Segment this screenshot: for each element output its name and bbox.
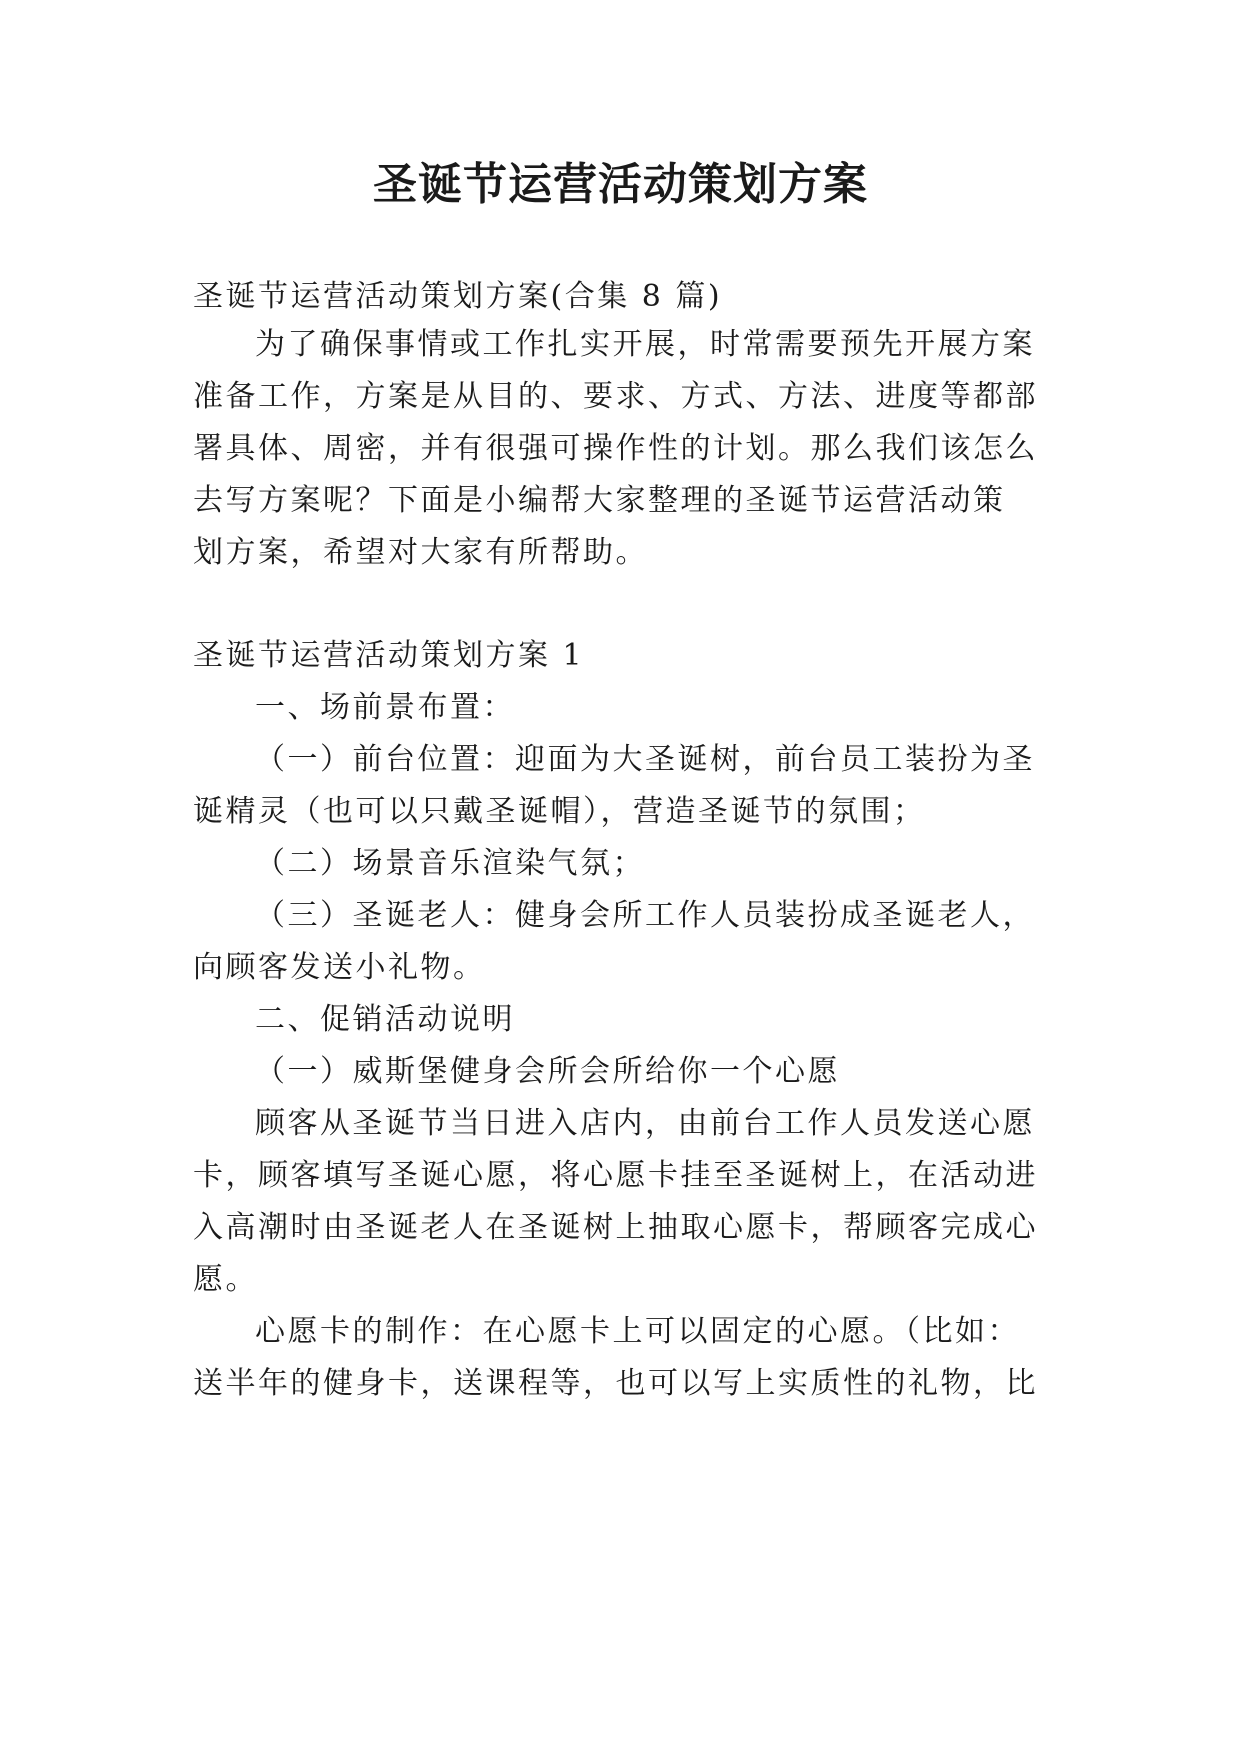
paragraph-line: 划方案，希望对大家有所帮助。 [193,535,648,570]
section-heading: 圣诞节运营活动策划方案 1 [193,638,585,673]
paragraph-line: 诞精灵（也可以只戴圣诞帽），营造圣诞节的氛围； [193,794,926,829]
paragraph-line: 向顾客发送小礼物。 [193,950,486,985]
document-title: 圣诞节运营活动策划方案 [373,159,868,210]
paragraph-line: 二、促销活动说明 [255,1002,515,1037]
paragraph-line: 入高潮时由圣诞老人在圣诞树上抽取心愿卡，帮顾客完成心 [193,1210,1038,1245]
paragraph-line: （三）圣诞老人：健身会所工作人员装扮成圣诞老人， [255,898,1035,933]
paragraph-line: 卡，顾客填写圣诞心愿，将心愿卡挂至圣诞树上，在活动进 [193,1158,1038,1193]
paragraph-line: 送半年的健身卡，送课程等，也可以写上实质性的礼物，比 [193,1366,1038,1401]
paragraph-line: 署具体、周密，并有很强可操作性的计划。那么我们该怎么 [193,431,1038,466]
paragraph-line: 顾客从圣诞节当日进入店内，由前台工作人员发送心愿 [255,1106,1035,1141]
paragraph-line: （一）威斯堡健身会所会所给你一个心愿 [255,1054,840,1089]
paragraph-line: 为了确保事情或工作扎实开展，时常需要预先开展方案 [255,327,1035,362]
subtitle-line: 圣诞节运营活动策划方案(合集 8 篇) [193,279,723,314]
paragraph-line: 心愿卡的制作：在心愿卡上可以固定的心愿。（比如： [255,1314,1020,1349]
paragraph-line: 一、场前景布置： [255,690,515,725]
paragraph-line: 准备工作，方案是从目的、要求、方式、方法、进度等都部 [193,379,1038,414]
paragraph-line: 愿。 [193,1262,258,1297]
paragraph-line: （一）前台位置：迎面为大圣诞树，前台员工装扮为圣 [255,742,1035,777]
paragraph-line: （二）场景音乐渲染气氛； [255,846,645,881]
paragraph-line: 去写方案呢？下面是小编帮大家整理的圣诞节运营活动策 [193,483,1006,518]
